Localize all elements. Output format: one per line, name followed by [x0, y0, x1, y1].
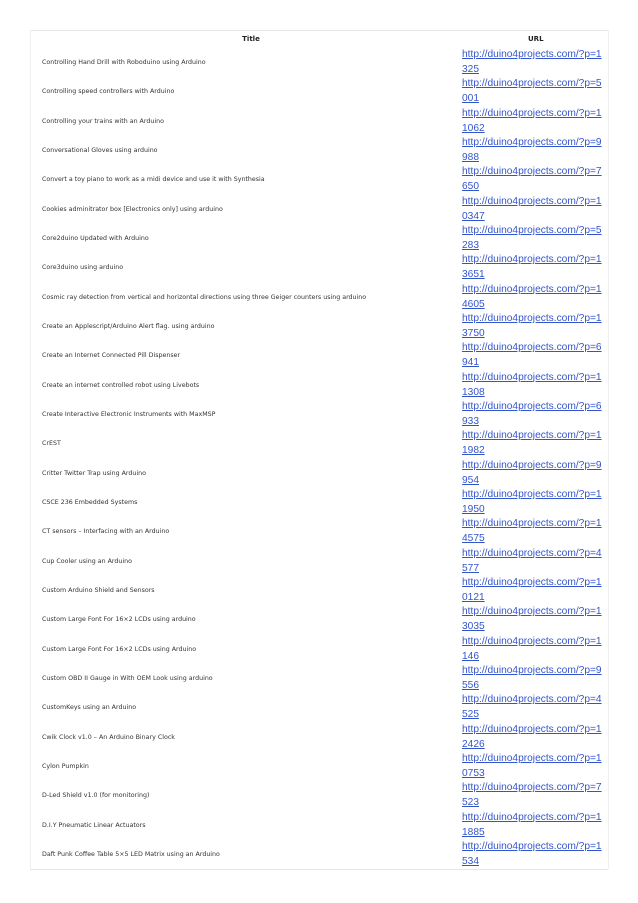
project-url-cell — [461, 136, 609, 165]
project-url-link[interactable]: http://duino4projects.com/?p=14605 — [462, 283, 602, 310]
table-row — [33, 136, 609, 165]
project-title: Custom OBD II Gauge in With OEM Look using arduino — [42, 675, 213, 683]
table-row — [33, 165, 609, 194]
project-title: CustomKeys using an Arduino — [42, 704, 137, 712]
project-url-cell — [461, 811, 609, 840]
project-url-cell — [461, 840, 609, 869]
table-row — [33, 693, 609, 722]
table-row — [33, 459, 609, 488]
project-url-cell — [461, 605, 609, 634]
table-row — [33, 253, 609, 282]
project-title: Cylon Pumpkin — [42, 763, 89, 771]
table-row — [33, 781, 609, 810]
project-url-link[interactable]: http://duino4projects.com/?p=7523 — [462, 782, 602, 809]
table-header-row — [33, 30, 609, 48]
table-row — [33, 547, 609, 576]
project-url-cell — [461, 459, 609, 488]
table-row — [33, 664, 609, 693]
project-title: Create an Applescript/Arduino Alert flag. using arduino — [42, 323, 215, 331]
project-url-link[interactable]: http://duino4projects.com/?p=10753 — [462, 752, 602, 779]
table-row — [33, 840, 609, 869]
project-url-link[interactable]: http://duino4projects.com/?p=7650 — [462, 166, 602, 193]
project-url-link[interactable]: http://duino4projects.com/?p=9954 — [462, 459, 602, 486]
project-url-link[interactable]: http://duino4projects.com/?p=6933 — [462, 400, 602, 427]
project-url-cell — [461, 77, 609, 106]
column-header-url: URL — [528, 35, 544, 43]
project-url-cell — [461, 165, 609, 194]
project-url-link[interactable]: http://duino4projects.com/?p=1146 — [462, 635, 602, 662]
left-rule — [30, 30, 31, 869]
project-url-cell — [461, 488, 609, 517]
project-title: Custom Arduino Shield and Sensors — [42, 587, 155, 595]
project-title: Critter Twitter Trap using Arduino — [42, 469, 146, 477]
project-url-cell — [461, 48, 609, 77]
table-row — [33, 635, 609, 664]
project-url-cell — [461, 371, 609, 400]
project-url-link[interactable]: http://duino4projects.com/?p=4525 — [462, 694, 602, 721]
table-row — [33, 429, 609, 458]
project-title: Conversational Gloves using arduino — [42, 147, 158, 155]
project-url-link[interactable]: http://duino4projects.com/?p=13035 — [462, 606, 602, 633]
project-url-link[interactable]: http://duino4projects.com/?p=12426 — [462, 723, 602, 750]
project-url-link[interactable]: http://duino4projects.com/?p=10121 — [462, 576, 602, 603]
project-url-link[interactable]: http://duino4projects.com/?p=4577 — [462, 547, 602, 574]
table-row — [33, 723, 609, 752]
project-title: Controlling Hand Drill with Roboduino using Arduino — [42, 59, 206, 67]
project-title: Core2duino Updated with Arduino — [42, 235, 149, 243]
table-body — [33, 48, 609, 869]
project-url-cell — [461, 107, 609, 136]
project-url-link[interactable]: http://duino4projects.com/?p=1534 — [462, 840, 602, 867]
project-title: CrEST — [42, 440, 61, 448]
project-url-cell — [461, 752, 609, 781]
project-title: D-Led Shield v1.0 (for monitoring) — [42, 792, 150, 800]
project-url-cell — [461, 517, 609, 546]
project-url-cell — [461, 547, 609, 576]
project-url-cell — [461, 576, 609, 605]
project-url-link[interactable]: http://duino4projects.com/?p=6941 — [462, 342, 602, 369]
project-title: CSCE 236 Embedded Systems — [42, 499, 138, 507]
project-title: Core3duino using arduino — [42, 264, 124, 272]
table-row — [33, 752, 609, 781]
project-url-link[interactable]: http://duino4projects.com/?p=11062 — [462, 107, 602, 134]
project-url-cell — [461, 312, 609, 341]
project-url-link[interactable]: http://duino4projects.com/?p=11982 — [462, 430, 602, 457]
project-url-link[interactable]: http://duino4projects.com/?p=11950 — [462, 488, 602, 515]
table-row — [33, 224, 609, 253]
project-url-link[interactable]: http://duino4projects.com/?p=5001 — [462, 78, 602, 105]
table-row — [33, 488, 609, 517]
project-url-cell — [461, 429, 609, 458]
project-title: Create an internet controlled robot using Livebots — [42, 381, 200, 389]
project-url-cell — [461, 341, 609, 370]
project-title: Custom Large Font For 16×2 LCDs using arduino — [42, 616, 196, 624]
table-row — [33, 811, 609, 840]
project-url-cell — [461, 195, 609, 224]
project-url-cell — [461, 635, 609, 664]
project-title: Custom Large Font For 16×2 LCDs using Arduino — [42, 645, 197, 653]
project-title: Daft Punk Coffee Table 5×5 LED Matrix using an Arduino — [42, 851, 220, 859]
project-title: Cosmic ray detection from vertical and horizontal directions using three Geiger counters using arduino — [42, 293, 367, 301]
project-title: D.I.Y Pneumatic Linear Actuators — [42, 821, 146, 829]
project-url-link[interactable]: http://duino4projects.com/?p=13651 — [462, 254, 602, 281]
table-row — [33, 195, 609, 224]
table-row — [33, 283, 609, 312]
project-url-link[interactable]: http://duino4projects.com/?p=1325 — [462, 49, 602, 75]
project-url-link[interactable]: http://duino4projects.com/?p=9556 — [462, 664, 602, 691]
table-row — [33, 605, 609, 634]
table-row — [33, 48, 609, 77]
project-url-link[interactable]: http://duino4projects.com/?p=5283 — [462, 224, 602, 251]
project-url-link[interactable]: http://duino4projects.com/?p=11885 — [462, 811, 602, 838]
table-row — [33, 576, 609, 605]
table-row — [33, 312, 609, 341]
project-title: Convert a toy piano to work as a midi device and use it with Synthesia — [42, 176, 265, 184]
project-url-link[interactable]: http://duino4projects.com/?p=10347 — [462, 195, 602, 222]
project-url-cell — [461, 400, 609, 429]
project-url-cell — [461, 723, 609, 752]
column-header-title: Title — [242, 35, 260, 43]
project-title: CT sensors – Interfacing with an Arduino — [42, 528, 170, 536]
project-url-cell — [461, 283, 609, 312]
table-row — [33, 517, 609, 546]
project-url-link[interactable]: http://duino4projects.com/?p=14575 — [462, 518, 602, 545]
bottom-rule — [30, 869, 608, 870]
project-url-cell — [461, 253, 609, 282]
project-title: Cup Cooler using an Arduino — [42, 557, 132, 565]
document-page — [33, 30, 609, 869]
table-row — [33, 107, 609, 136]
project-url-link[interactable]: http://duino4projects.com/?p=11308 — [462, 371, 602, 398]
project-title: Controlling your trains with an Arduino — [42, 117, 164, 125]
table-row — [33, 341, 609, 370]
table-row — [33, 371, 609, 400]
project-url-link[interactable]: http://duino4projects.com/?p=13750 — [462, 312, 602, 339]
projects-table — [33, 30, 609, 869]
project-title: Controlling speed controllers with Arduino — [42, 88, 175, 96]
project-title: Cwik Clock v1.0 – An Arduino Binary Clock — [42, 733, 175, 741]
project-url-cell — [461, 224, 609, 253]
project-url-cell — [461, 693, 609, 722]
project-url-cell — [461, 781, 609, 810]
project-title: Create Interactive Electronic Instruments with MaxMSP — [42, 411, 216, 419]
project-title: Cookies adminitrator box [Electronics only] using arduino — [42, 205, 223, 213]
project-url-cell — [461, 664, 609, 693]
table-row — [33, 400, 609, 429]
project-title: Create an Internet Connected Pill Dispenser — [42, 352, 181, 360]
project-url-link[interactable]: http://duino4projects.com/?p=9988 — [462, 136, 602, 163]
table-row — [33, 77, 609, 106]
